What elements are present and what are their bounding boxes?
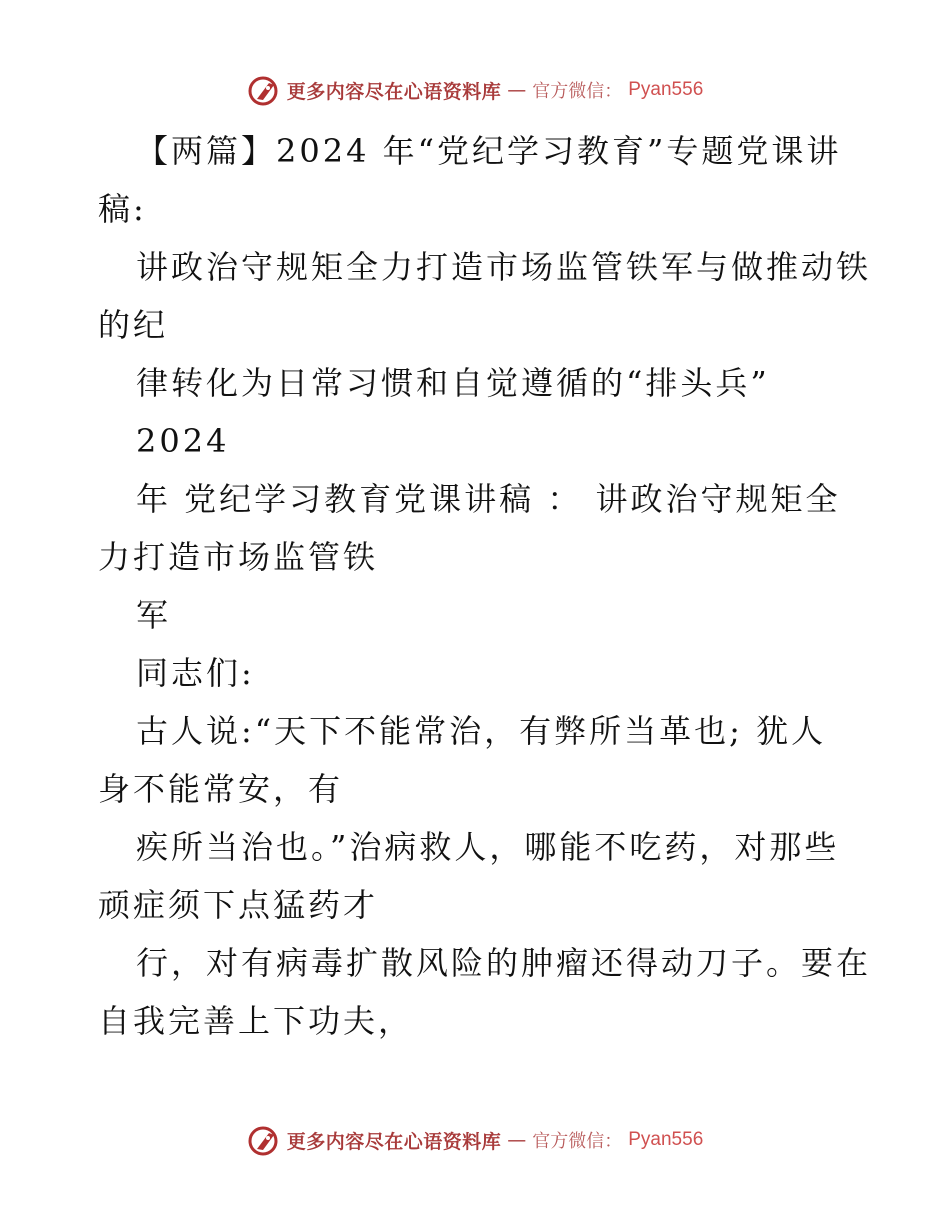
pen-nib-logo-icon (247, 1123, 281, 1157)
header-wechat-id: Pyan556 (628, 79, 704, 100)
document-body (98, 122, 872, 1050)
footer-wechat-id: Pyan556 (628, 1129, 704, 1150)
paragraph-line-1: 古人说:“天下不能常治，有弊所当革也; 犹人 (136, 712, 827, 750)
paragraph-line-6: 自我完善上下功夫， (98, 1002, 414, 1040)
salutation-line: 同志们: (136, 654, 255, 692)
paragraph-line-3: 疾所当治也。”治病救人，哪能不吃药，对那些 (136, 828, 840, 866)
title-line-2: 稿: (98, 190, 147, 228)
paragraph-line-4: 顽症须下点猛药才 (98, 886, 379, 924)
title-line-1: 【两篇】2024 年“党纪学习教育”专题党课讲 (136, 132, 842, 170)
header-watermark-banner (0, 70, 950, 110)
section-title-line-3: 军 (136, 596, 172, 634)
year-line: 2024 (136, 422, 230, 460)
header-wechat-label: 官方微信： (532, 81, 623, 102)
subtitle-line-2: 的纪 (98, 306, 169, 344)
paragraph-line-5: 行，对有病毒扩散风险的肿瘤还得动刀子。要在 (136, 944, 872, 982)
header-separator: — (507, 79, 527, 101)
subtitle-line-1: 讲政治守规矩全力打造市场监管铁军与做推动铁 (136, 248, 872, 286)
pen-nib-logo-icon (247, 73, 281, 107)
footer-wechat-label: 官方微信： (532, 1131, 623, 1152)
section-title-line-2: 力打造市场监管铁 (98, 538, 379, 576)
paragraph-line-2: 身不能常安，有 (98, 770, 344, 808)
section-title-line-1: 年 党纪学习教育党课讲稿 ： 讲政治守规矩全 (136, 480, 841, 518)
subtitle-line-3: 律转化为日常习惯和自觉遵循的“排头兵” (136, 364, 770, 402)
header-brand-text: 更多内容尽在心语资料库 (286, 80, 502, 103)
footer-separator: — (507, 1129, 527, 1151)
footer-watermark-banner (0, 1120, 950, 1160)
footer-brand-text: 更多内容尽在心语资料库 (286, 1130, 502, 1153)
